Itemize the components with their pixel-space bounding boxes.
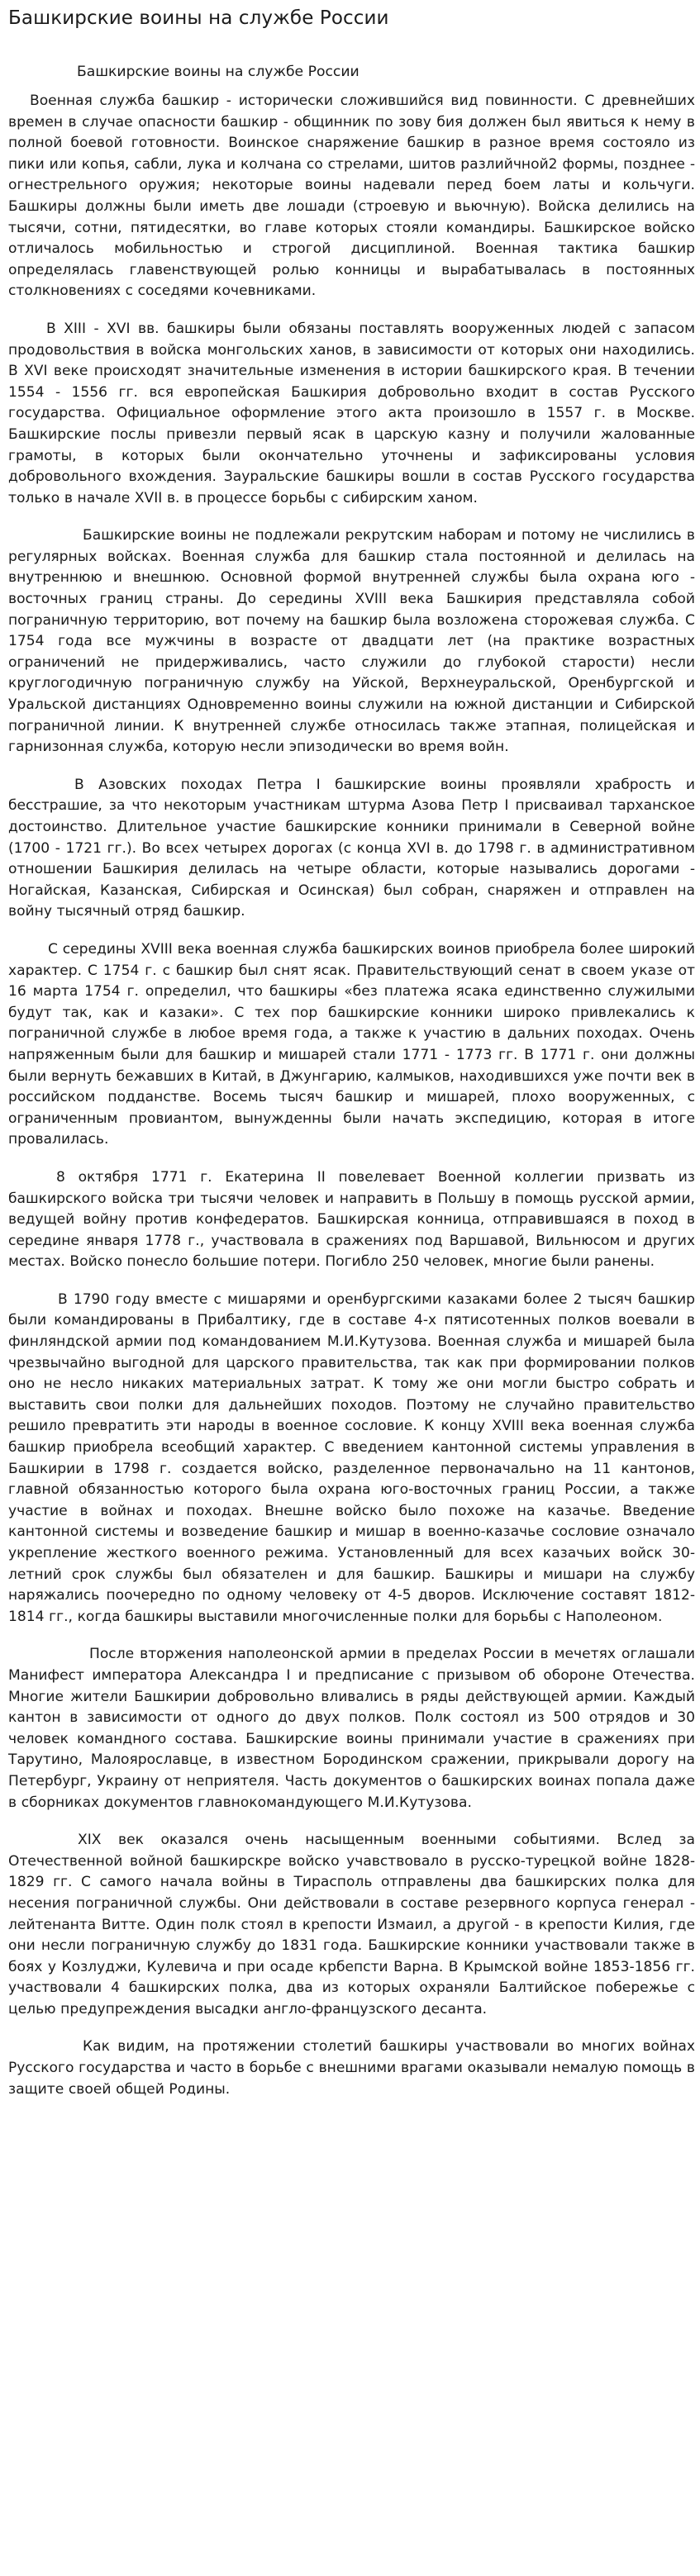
paragraph: Башкирские воины не подлежали рекрутским наборам и потому не числились в регулярных войсках. Военная служба для башкир стала постоянной и делилась на внутреннюю и внешнюю. Основной формой внутренней службы была охрана юго - восточных границ страны. До середины XVIII века Башкирия представляла собой пограничную территорию, вот почему на башкир была возложена сторожевая служба. С 1754 года все мужчины в возрасте от двадцати лет (на практике возрастных ограничений не придерживались, часто служили до глубокой старости) несли круглогодичную пограничную службу на Уйской, Верхнеуральской, Оренбургской и Уральской дистанциях Одновременно воины служили на южной дистанции и Сибирской пограничной линии. К внутренней службе относилась также этапная, полицейская и гарнизонная служба, которую несли эпизодически во время войн. [8,527,695,756]
paragraph: Военная служба башкир - исторически сложившийся вид повинности. С древнейших времен в случае опасности башкир - общинник по зову бия должен был явиться к нему в полной боевой готовности. Воинское снаряжение башкир в разное время состояло из пики или копья, сабли, лука и колчана со стрелами, шитов разлийчной2 формы, позднее - огнестрельного оружия; некоторые воины надевали перед боем латы и кольчуги. Башкиры должны были иметь две лошади (строевую и вьючную). Войска делились на тысячи, сотни, пятидесятки, во главе которых стояли командиры. Башкирское войско отличалось мобильностью и строгой дисциплиной. Военная тактика башкир определялась главенствующей ролью конницы и вырабатывалась в постоянных столкновениях с соседями кочевниками. [8,93,695,300]
paragraph: XIX век оказался очень насыщенным военными событиями. Вслед за Отечественной войной башкирскре войско учавствовало в русско-турецкой войне 1828- 1829 гг. С самого начала войны в Тирасполь отправлены два башкирских полка для несения пограничной службы. Они действовали в составе резервного корпуса генерал - лейтенанта Витте. Один полк стоял в крепости Измаил, а другой - в крепости Килия, где они несли пограничную службу до 1831 года. Башкирские конники участвовали также в боях у Козлуджи, Кулевича и при осаде крбепсти Варна. В Крымской войне 1853-1856 гг. участвовали 4 башкирских полка, два из которых охраняли Балтийское побережье с целью предупреждения высадки англо-французского десанта. [8,1832,695,2018]
paragraph: В XIII - XVI вв. башкиры были обязаны поставлять вооруженных людей с запасом продовольствия в войска монгольских ханов, в зависимости от которых они находились. В XVI веке происходят значительные изменения в истории башкирского края. В течении 1554 - 1556 гг. вся европейская Башкирия добровольно входит в состав Русского государства. Официальное оформление этого акта произошло в 1557 г. в Москве. Башкирские послы привезли первый ясак в царскую казну и получили жалованные грамоты, в которых были окончательно уточнены и зафиксированы условия добровольного вхождения. Зауральские башкиры вошли в состав Русского государства только в начале XVII в. в процессе борьбы с сибирским ханом. [8,320,695,506]
paragraph: После вторжения наполеонской армии в пределах России в мечетях оглашали Манифест императора Александра I и предписание с призывом об обороне Отечества. Многие жители Башкирии добровольно вливались в ряды действующей армии. Каждый кантон в зависимости от одного до двух полков. Полк состоял из 500 отрядов и 30 человек командного состава. Башкирские воины принимали участие в сражениях при Тарутино, Малоярославце, в известном Бородинском сражении, прикрывали дорогу на Петербург, Украину от неприятеля. Часть документов о башкирских воинах попала даже в сборниках документов главнокомандующего М.И.Кутузова. [8,1646,695,1811]
paragraph: В 1790 году вместе с мишарями и оренбургскими казаками более 2 тысяч башкир были командированы в Прибалтику, где в составе 4-х пятисотенных полков воевали в финляндской армии под командованием М.И.Кутузова. Военная служба и мишарей была чрезвычайно выгодной для царского правительства, так как при формировании полков оно не несло никаких материальных затрат. К тому же они могли быстро собрать и выставить свои полки для дальнейших походов. Поэтому не случайно правительство решило превратить эти народы в военное сословие. К концу XVIII века военная служба башкир приобрела всеобщий характер. С введением кантонной системы управления в Башкирии в 1798 г. создается войско, разделенное первоначально на 11 кантонов, главной обязанностью которого была охрана юго-восточных границ России, а также участие в войнах и походах. Внешне войско было похоже на казачье. Введение кантонной системы и возведение башкир и мишар в военно-казачье сословие означало укрепление жесткого военного режима. Установленный для всех казачьих войск 30-летний срок службы был обязателен и для башкир. Башкиры и мишари на службу наряжались поочередно по одному человеку от 4-5 дворов. Исключение составят 1812-1814 гг., когда башкиры выставили многочисленные полки для борьбы с Наполеоном. [8,1290,695,1625]
paragraph: 8 октября 1771 г. Екатерина II повелевает Военной коллегии призвать из башкирского войска три тысячи человек и направить в Польшу в помощь русской армии, ведущей войну против конфедератов. Башкирская конница, отправившаяся в поход в середине января 1778 г., участвовала в сражениях под Варшавой, Вильнюсом и других местах. Войско понесло большие потери. Погибло 250 человек, многие были ранены. [8,1168,695,1271]
page-heading: Башкирские воины на службе России [8,7,389,29]
paragraph: Как видим, на протяжении столетий башкиры участвовали во многих войнах Русского государства и часто в борьбе с внешними врагами оказывали немалую помощь в защите своей общей Родины. [8,2038,695,2098]
paragraph: С середины XVIII века военная служба башкирских воинов приобрела более широкий характер. С 1754 г. с башкир был снят ясак. Правительствующий сенат в своем указе от 16 марта 1754 г. определил, что башкиры «без платежа ясака единственно служилыми будут так, как и казаки». С тех пор башкирские конники широко привлекались к пограничной службе в любое время года, а также к участию в дальних походах. Очень напряженным были для башкир и мишарей стали 1771 - 1773 гг. В 1771 г. они должны были вернуть бежавших в Китай, в Джунгарию, калмыков, находившихся уже почти век в российском подданстве. Восемь тысяч башкир и мишарей, плохо вооруженных, с ограниченным провиантом, вынужденны были начать экспедицию, которая в итоге провалилась. [8,940,695,1148]
document-title: Башкирские воины на службе России [77,64,360,80]
paragraph: В Азовских походах Петра I башкирские воины проявляли храбрость и бесстрашие, за что некоторым участникам штурма Азова Петр I присваивал тарханское достоинство. Длительное участие башкирские конники принимали в Северной войне (1700 - 1721 гг.). Во всех четырех дорогах (с конца XVI в. до 1798 г. в административном отношении Башкирия делилась на четыре области, которые назывались дорогами - Ногайская, Казанская, Сибирская и Осинская) был собран, снаряжен и отправлен на войну тысячный отряд башкир. [8,776,695,920]
